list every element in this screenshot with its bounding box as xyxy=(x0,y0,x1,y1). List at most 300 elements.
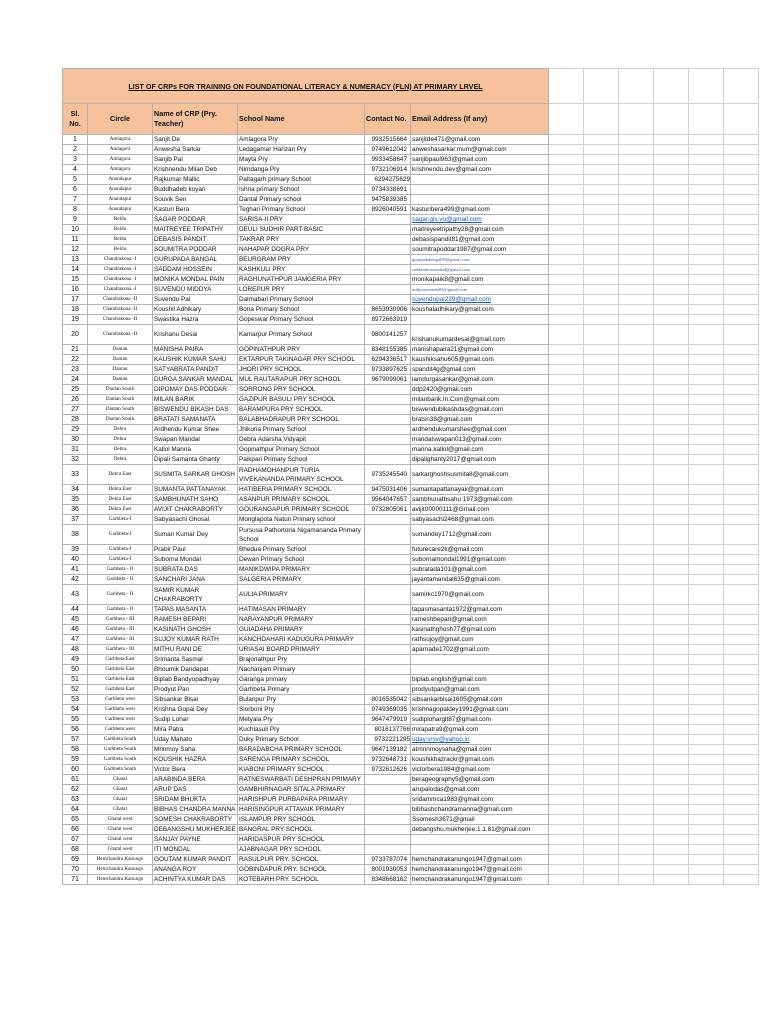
empty-cell[interactable] xyxy=(584,695,619,705)
empty-cell[interactable] xyxy=(724,495,759,505)
school-name-cell[interactable]: RADHAMOHANPUR TURIA VIVEKANANDA PRIMARY SCHOOL xyxy=(238,465,365,485)
school-name-cell[interactable]: BARADABCHA PRIMARY SCHOOL xyxy=(238,745,365,755)
empty-cell[interactable] xyxy=(654,655,689,665)
empty-cell[interactable] xyxy=(654,395,689,405)
empty-cell[interactable] xyxy=(549,325,584,345)
circle-cell[interactable]: Ghatal xyxy=(88,785,153,795)
empty-cell[interactable] xyxy=(689,665,724,675)
contact-cell[interactable] xyxy=(365,285,411,295)
school-name-cell[interactable]: HARISINGPUR ATTAVAIK PRIMARY xyxy=(238,805,365,815)
empty-cell[interactable] xyxy=(619,645,654,655)
table-row[interactable] xyxy=(63,515,759,525)
email-cell[interactable]: milanbarik.In.Com@gmail.com xyxy=(411,395,549,405)
empty-cell[interactable] xyxy=(689,755,724,765)
empty-cell[interactable] xyxy=(654,635,689,645)
crp-name-cell[interactable]: Kasturi Bera xyxy=(153,205,238,215)
empty-cell[interactable] xyxy=(654,575,689,585)
email-cell[interactable] xyxy=(411,315,549,325)
email-cell[interactable]: rameshbepari@gmail.com xyxy=(411,615,549,625)
sl-cell[interactable]: 20 xyxy=(63,325,88,345)
sl-cell[interactable]: 64 xyxy=(63,805,88,815)
empty-cell[interactable] xyxy=(724,645,759,655)
school-name-cell[interactable]: NARAYANPUR PRIMARY xyxy=(238,615,365,625)
empty-cell[interactable] xyxy=(654,155,689,165)
empty-cell[interactable] xyxy=(654,545,689,555)
empty-cell[interactable] xyxy=(584,805,619,815)
crp-name-cell[interactable]: BRATATI SAMANATA xyxy=(153,415,238,425)
crp-name-cell[interactable]: MAITREYEE TRIPATHY xyxy=(153,225,238,235)
crp-name-cell[interactable]: Suborna Mondal xyxy=(153,555,238,565)
empty-cell[interactable] xyxy=(724,405,759,415)
crp-name-cell[interactable]: SUVENDU MIDDYA xyxy=(153,285,238,295)
empty-cell[interactable] xyxy=(549,315,584,325)
empty-cell[interactable] xyxy=(549,285,584,295)
crp-name-cell[interactable]: Krishanu Desai xyxy=(153,325,238,345)
table-row[interactable] xyxy=(63,415,759,425)
school-name-cell[interactable]: MANIKDWIPA PRIMARY xyxy=(238,565,365,575)
contact-cell[interactable] xyxy=(365,395,411,405)
email-cell[interactable]: sagar.gis.vu@gmail.com xyxy=(411,215,549,225)
sl-cell[interactable]: 69 xyxy=(63,855,88,865)
email-cell[interactable]: prodyutpan@gmail.com xyxy=(411,685,549,695)
empty-cell[interactable] xyxy=(689,405,724,415)
empty-cell[interactable] xyxy=(584,345,619,355)
empty-cell[interactable] xyxy=(549,615,584,625)
empty-cell[interactable] xyxy=(619,705,654,715)
crp-name-cell[interactable]: BISWENDU BIKASH DAS xyxy=(153,405,238,415)
sl-cell[interactable]: 25 xyxy=(63,385,88,395)
email-cell[interactable]: berageography5@gmail.com xyxy=(411,775,549,785)
sl-cell[interactable]: 44 xyxy=(63,605,88,615)
empty-cell[interactable] xyxy=(549,845,584,855)
sl-cell[interactable]: 46 xyxy=(63,625,88,635)
sl-cell[interactable]: 9 xyxy=(63,215,88,225)
school-name-cell[interactable]: GOURANGAPUR PRIMARY SCHOOL xyxy=(238,505,365,515)
empty-cell[interactable] xyxy=(689,495,724,505)
empty-cell[interactable] xyxy=(689,715,724,725)
email-cell[interactable]: atmrinmoysaha@gmail.com xyxy=(411,745,549,755)
empty-cell[interactable] xyxy=(619,875,654,885)
circle-cell[interactable]: Dantan South xyxy=(88,415,153,425)
empty-cell[interactable] xyxy=(584,175,619,185)
contact-cell[interactable]: 8972663919 xyxy=(365,315,411,325)
email-cell[interactable]: debasispandit81@gmail.com xyxy=(411,235,549,245)
sl-cell[interactable]: 51 xyxy=(63,675,88,685)
email-cell[interactable]: sabyasachi2468@gmail.com xyxy=(411,515,549,525)
school-name-cell[interactable]: GOBINDAPUR PRY. SCHOOL xyxy=(238,865,365,875)
empty-cell[interactable] xyxy=(689,615,724,625)
empty-cell[interactable] xyxy=(549,625,584,635)
empty-cell[interactable] xyxy=(724,255,759,265)
crp-name-cell[interactable]: Rajkumar Mallic xyxy=(153,175,238,185)
crp-name-cell[interactable]: SUJOY KUMAR RATH xyxy=(153,635,238,645)
table-row[interactable] xyxy=(63,385,759,395)
crp-name-cell[interactable]: ARUP DAS xyxy=(153,785,238,795)
contact-cell[interactable]: 8348668162 xyxy=(365,875,411,885)
empty-cell[interactable] xyxy=(724,625,759,635)
email-cell[interactable] xyxy=(411,175,549,185)
empty-cell[interactable] xyxy=(689,195,724,205)
empty-cell[interactable] xyxy=(724,605,759,615)
empty-cell[interactable] xyxy=(724,615,759,625)
table-row[interactable] xyxy=(63,685,759,695)
empty-cell[interactable] xyxy=(654,145,689,155)
empty-cell[interactable] xyxy=(619,315,654,325)
empty-cell[interactable] xyxy=(619,365,654,375)
table-row[interactable] xyxy=(63,405,759,415)
school-name-cell[interactable]: GOPINATHPUR PRY xyxy=(238,345,365,355)
crp-name-cell[interactable]: Suvendu Pal xyxy=(153,295,238,305)
school-name-cell[interactable]: KANCHDAHARI KADUGURA PRIMARY xyxy=(238,635,365,645)
crp-name-cell[interactable]: SADDAM HOSSEIN xyxy=(153,265,238,275)
school-name-cell[interactable]: RASULPUR PRY. SCHOOL xyxy=(238,855,365,865)
contact-cell[interactable] xyxy=(365,645,411,655)
sl-cell[interactable]: 5 xyxy=(63,175,88,185)
circle-cell[interactable]: Garhbeta - II xyxy=(88,605,153,615)
sl-cell[interactable]: 8 xyxy=(63,205,88,215)
table-row[interactable] xyxy=(63,725,759,735)
sl-cell[interactable]: 13 xyxy=(63,255,88,265)
empty-cell[interactable] xyxy=(724,725,759,735)
empty-cell[interactable] xyxy=(689,235,724,245)
sl-cell[interactable]: 33 xyxy=(63,465,88,485)
circle-cell[interactable]: Garhbeta-I xyxy=(88,545,153,555)
empty-cell[interactable] xyxy=(689,685,724,695)
empty-cell[interactable] xyxy=(584,165,619,175)
empty-cell[interactable] xyxy=(584,615,619,625)
email-cell[interactable]: kasturibera499@gmail.com xyxy=(411,205,549,215)
crp-name-cell[interactable]: Anwesha Sarkar xyxy=(153,145,238,155)
sl-cell[interactable]: 47 xyxy=(63,635,88,645)
empty-cell[interactable] xyxy=(619,135,654,145)
sl-cell[interactable]: 15 xyxy=(63,275,88,285)
table-row[interactable] xyxy=(63,855,759,865)
circle-cell[interactable]: Dantan xyxy=(88,365,153,375)
school-name-cell[interactable]: SARENGA PRIMARY SCHOOL xyxy=(238,755,365,765)
empty-cell[interactable] xyxy=(619,795,654,805)
empty-cell[interactable] xyxy=(654,235,689,245)
school-name-cell[interactable]: TAKRAR PRY xyxy=(238,235,365,245)
table-row[interactable] xyxy=(63,315,759,325)
empty-cell[interactable] xyxy=(584,155,619,165)
table-row[interactable] xyxy=(63,395,759,405)
empty-cell[interactable] xyxy=(584,385,619,395)
empty-cell[interactable] xyxy=(584,255,619,265)
empty-cell[interactable] xyxy=(724,145,759,155)
empty-cell[interactable] xyxy=(549,305,584,315)
empty-cell[interactable] xyxy=(724,875,759,885)
school-name-cell[interactable]: DEULI SUDHIR PART BASIC xyxy=(238,225,365,235)
empty-cell[interactable] xyxy=(584,185,619,195)
empty-cell[interactable] xyxy=(549,685,584,695)
empty-cell[interactable] xyxy=(724,515,759,525)
empty-cell[interactable] xyxy=(619,245,654,255)
sl-cell[interactable]: 67 xyxy=(63,835,88,845)
empty-cell[interactable] xyxy=(689,295,724,305)
school-name-cell[interactable]: Dewan Primary School xyxy=(238,555,365,565)
empty-cell[interactable] xyxy=(619,725,654,735)
empty-cell[interactable] xyxy=(619,355,654,365)
empty-cell[interactable] xyxy=(584,735,619,745)
empty-cell[interactable] xyxy=(724,655,759,665)
empty-cell[interactable] xyxy=(654,375,689,385)
empty-cell[interactable] xyxy=(654,485,689,495)
empty-cell[interactable] xyxy=(689,375,724,385)
crp-name-cell[interactable]: Souvik Sen xyxy=(153,195,238,205)
empty-cell[interactable] xyxy=(619,225,654,235)
empty-cell[interactable] xyxy=(619,825,654,835)
empty-cell[interactable] xyxy=(619,515,654,525)
empty-cell[interactable] xyxy=(584,575,619,585)
sl-cell[interactable]: 6 xyxy=(63,185,88,195)
empty-cell[interactable] xyxy=(654,695,689,705)
table-row[interactable] xyxy=(63,845,759,855)
empty-cell[interactable] xyxy=(619,505,654,515)
school-name-cell[interactable]: Bona Primary School xyxy=(238,305,365,315)
table-row[interactable] xyxy=(63,805,759,815)
empty-cell[interactable] xyxy=(689,515,724,525)
empty-cell[interactable] xyxy=(654,765,689,775)
email-cell[interactable]: saddamhossaindsd@gmail.com xyxy=(411,265,549,275)
empty-cell[interactable] xyxy=(654,365,689,375)
crp-name-cell[interactable]: Srimanta Sasmal xyxy=(153,655,238,665)
sl-cell[interactable]: 35 xyxy=(63,495,88,505)
empty-cell[interactable] xyxy=(724,395,759,405)
sl-cell[interactable]: 43 xyxy=(63,585,88,605)
empty-cell[interactable] xyxy=(549,225,584,235)
crp-name-cell[interactable]: Swapan Mandal xyxy=(153,435,238,445)
empty-cell[interactable] xyxy=(549,575,584,585)
table-row[interactable] xyxy=(63,345,759,355)
empty-cell[interactable] xyxy=(724,575,759,585)
empty-cell[interactable] xyxy=(549,295,584,305)
table-row[interactable] xyxy=(63,635,759,645)
circle-cell[interactable]: Garhbeta-I xyxy=(88,555,153,565)
crp-name-cell[interactable]: ACHINTYA KUMAR DAS xyxy=(153,875,238,885)
empty-cell[interactable] xyxy=(584,525,619,545)
empty-cell[interactable] xyxy=(584,495,619,505)
empty-cell[interactable] xyxy=(619,565,654,575)
empty-cell[interactable] xyxy=(549,355,584,365)
empty-cell[interactable] xyxy=(689,875,724,885)
sl-cell[interactable]: 41 xyxy=(63,565,88,575)
empty-cell[interactable] xyxy=(689,155,724,165)
crp-name-cell[interactable]: DEBASIS PANDIT xyxy=(153,235,238,245)
contact-cell[interactable] xyxy=(365,615,411,625)
empty-cell[interactable] xyxy=(689,795,724,805)
table-row[interactable] xyxy=(63,145,759,155)
crp-name-cell[interactable]: SOMESH CHAKRABORTY xyxy=(153,815,238,825)
empty-cell[interactable] xyxy=(724,795,759,805)
empty-cell[interactable] xyxy=(584,215,619,225)
sl-cell[interactable]: 39 xyxy=(63,545,88,555)
empty-cell[interactable] xyxy=(654,785,689,795)
circle-cell[interactable]: Chandrakona -I xyxy=(88,285,153,295)
empty-cell[interactable] xyxy=(549,725,584,735)
school-name-cell[interactable]: Amlagora Pry xyxy=(238,135,365,145)
empty-cell[interactable] xyxy=(584,825,619,835)
circle-cell[interactable]: Garhbeta East xyxy=(88,655,153,665)
circle-cell[interactable]: Chandrakona -II xyxy=(88,295,153,305)
empty-cell[interactable] xyxy=(724,135,759,145)
empty-cell[interactable] xyxy=(689,165,724,175)
empty-cell[interactable] xyxy=(689,855,724,865)
crp-name-cell[interactable]: DURGA SANKAR MANDAL xyxy=(153,375,238,385)
empty-cell[interactable] xyxy=(584,305,619,315)
empty-cell[interactable] xyxy=(724,295,759,305)
crp-name-cell[interactable]: RAMESH BEPARI xyxy=(153,615,238,625)
table-row[interactable] xyxy=(63,505,759,515)
empty-cell[interactable] xyxy=(619,485,654,495)
empty-cell[interactable] xyxy=(619,285,654,295)
empty-cell[interactable] xyxy=(654,205,689,215)
school-name-cell[interactable]: JHORI PRY SCHOOL xyxy=(238,365,365,375)
school-name-cell[interactable]: Kuchlasuli Pry xyxy=(238,725,365,735)
school-name-cell[interactable]: LOREPUR PRY xyxy=(238,285,365,295)
school-name-cell[interactable]: KIABONI PRIMARY SCHOOL xyxy=(238,765,365,775)
table-row[interactable] xyxy=(63,835,759,845)
empty-cell[interactable] xyxy=(689,415,724,425)
empty-cell[interactable] xyxy=(654,665,689,675)
empty-cell[interactable] xyxy=(584,745,619,755)
empty-cell[interactable] xyxy=(654,825,689,835)
circle-cell[interactable]: Anandapur xyxy=(88,205,153,215)
empty-cell[interactable] xyxy=(689,135,724,145)
school-name-cell[interactable]: Bhedua Primary School xyxy=(238,545,365,555)
school-name-cell[interactable]: AULIA PRIMARY xyxy=(238,585,365,605)
empty-cell[interactable] xyxy=(584,455,619,465)
empty-cell[interactable] xyxy=(549,835,584,845)
crp-name-cell[interactable]: Sudip Lohar xyxy=(153,715,238,725)
table-row[interactable] xyxy=(63,155,759,165)
circle-cell[interactable]: Ghatal xyxy=(88,795,153,805)
crp-name-cell[interactable]: KOUSHIK HAZRA xyxy=(153,755,238,765)
email-cell[interactable]: victorbera1984@gmail.com xyxy=(411,765,549,775)
crp-name-cell[interactable]: DEBANGSHU MUKHERJEE xyxy=(154,826,236,833)
contact-cell[interactable]: 9679099061 xyxy=(365,375,411,385)
empty-cell[interactable] xyxy=(619,835,654,845)
empty-cell[interactable] xyxy=(584,245,619,255)
school-name-cell[interactable]: Garanga primary xyxy=(238,675,365,685)
crp-name-cell[interactable]: Koushil Adhikary xyxy=(153,305,238,315)
circle-cell[interactable]: Debra xyxy=(88,455,153,465)
circle-cell[interactable]: Debra East xyxy=(88,485,153,495)
empty-cell[interactable] xyxy=(724,215,759,225)
table-row[interactable] xyxy=(63,215,759,225)
empty-cell[interactable] xyxy=(619,145,654,155)
crp-name-cell[interactable]: Bhoumik Dandapat xyxy=(153,665,238,675)
empty-cell[interactable] xyxy=(654,295,689,305)
school-name-cell[interactable]: BALABHADRAPUR PRY SCHOOL xyxy=(238,415,365,425)
empty-cell[interactable] xyxy=(724,155,759,165)
empty-cell[interactable] xyxy=(724,445,759,455)
sl-cell[interactable]: 21 xyxy=(63,345,88,355)
email-cell[interactable]: subornamondal1991@gmail.com xyxy=(411,555,549,565)
crp-name-cell[interactable]: MANISHA PAIRA xyxy=(153,345,238,355)
email-cell[interactable]: aparnade1702@gmail.com xyxy=(411,645,549,655)
empty-cell[interactable] xyxy=(689,435,724,445)
circle-cell[interactable]: Garhbeta - III xyxy=(88,645,153,655)
empty-cell[interactable] xyxy=(654,805,689,815)
empty-cell[interactable] xyxy=(654,505,689,515)
empty-cell[interactable] xyxy=(619,255,654,265)
table-row[interactable] xyxy=(63,275,759,285)
empty-cell[interactable] xyxy=(724,465,759,485)
email-cell[interactable]: manishapaira21@gmail.com xyxy=(411,345,549,355)
empty-cell[interactable] xyxy=(619,155,654,165)
table-row[interactable] xyxy=(63,255,759,265)
empty-cell[interactable] xyxy=(654,755,689,765)
empty-cell[interactable] xyxy=(549,255,584,265)
empty-cell[interactable] xyxy=(724,545,759,555)
empty-cell[interactable] xyxy=(619,395,654,405)
empty-cell[interactable] xyxy=(549,425,584,435)
empty-cell[interactable] xyxy=(584,515,619,525)
sl-cell[interactable]: 18 xyxy=(63,305,88,315)
table-row[interactable] xyxy=(63,655,759,665)
empty-cell[interactable] xyxy=(549,495,584,505)
empty-cell[interactable] xyxy=(584,655,619,665)
empty-cell[interactable] xyxy=(654,845,689,855)
empty-cell[interactable] xyxy=(549,375,584,385)
contact-cell[interactable] xyxy=(365,235,411,245)
email-cell[interactable]: anweshasarkar.mum@gmail.com xyxy=(411,145,549,155)
table-row[interactable] xyxy=(63,705,759,715)
contact-cell[interactable] xyxy=(365,665,411,675)
table-row[interactable] xyxy=(63,785,759,795)
empty-cell[interactable] xyxy=(689,745,724,755)
empty-cell[interactable] xyxy=(619,435,654,445)
contact-cell[interactable]: 9733787074 xyxy=(365,855,411,865)
empty-cell[interactable] xyxy=(584,365,619,375)
circle-cell[interactable]: Garhbeta - III xyxy=(88,635,153,645)
school-name-cell[interactable]: Nimdanga Pry xyxy=(238,165,365,175)
circle-cell[interactable]: Dantan xyxy=(88,345,153,355)
email-cell[interactable]: avijit00000111@Gmail.com xyxy=(411,505,549,515)
contact-cell[interactable] xyxy=(365,555,411,565)
empty-cell[interactable] xyxy=(549,455,584,465)
empty-cell[interactable] xyxy=(584,265,619,275)
empty-cell[interactable] xyxy=(549,775,584,785)
empty-cell[interactable] xyxy=(584,635,619,645)
empty-cell[interactable] xyxy=(689,865,724,875)
empty-cell[interactable] xyxy=(724,865,759,875)
empty-cell[interactable] xyxy=(654,725,689,735)
school-name-cell[interactable]: BARAMPURA PRY SCHOOL xyxy=(238,405,365,415)
circle-cell[interactable]: Chandrakona -I xyxy=(88,255,153,265)
contact-cell[interactable]: 9733897625 xyxy=(365,365,411,375)
contact-cell[interactable]: 6294336517 xyxy=(365,355,411,365)
empty-cell[interactable] xyxy=(549,675,584,685)
sl-cell[interactable]: 22 xyxy=(63,355,88,365)
crp-name-cell[interactable]: Sanjib Pal xyxy=(153,155,238,165)
email-cell[interactable]: sumantapattanayak@gmail.com xyxy=(411,485,549,495)
contact-cell[interactable]: 9732221295 xyxy=(365,735,411,745)
contact-cell[interactable]: 9749612042 xyxy=(365,145,411,155)
empty-cell[interactable] xyxy=(724,855,759,865)
contact-cell[interactable] xyxy=(365,655,411,665)
empty-cell[interactable] xyxy=(689,585,724,605)
school-name-cell[interactable]: BANGRAL PRY SCHOOL xyxy=(238,825,365,835)
empty-cell[interactable] xyxy=(584,675,619,685)
empty-cell[interactable] xyxy=(549,145,584,155)
contact-cell[interactable] xyxy=(365,245,411,255)
contact-cell[interactable] xyxy=(365,675,411,685)
contact-cell[interactable]: 9647139182 xyxy=(365,745,411,755)
school-name-cell[interactable]: Jhikuria Primary School xyxy=(238,425,365,435)
school-name-cell[interactable]: Debra Adarsha Vidyapit xyxy=(238,435,365,445)
circle-cell[interactable]: Dantan xyxy=(88,355,153,365)
